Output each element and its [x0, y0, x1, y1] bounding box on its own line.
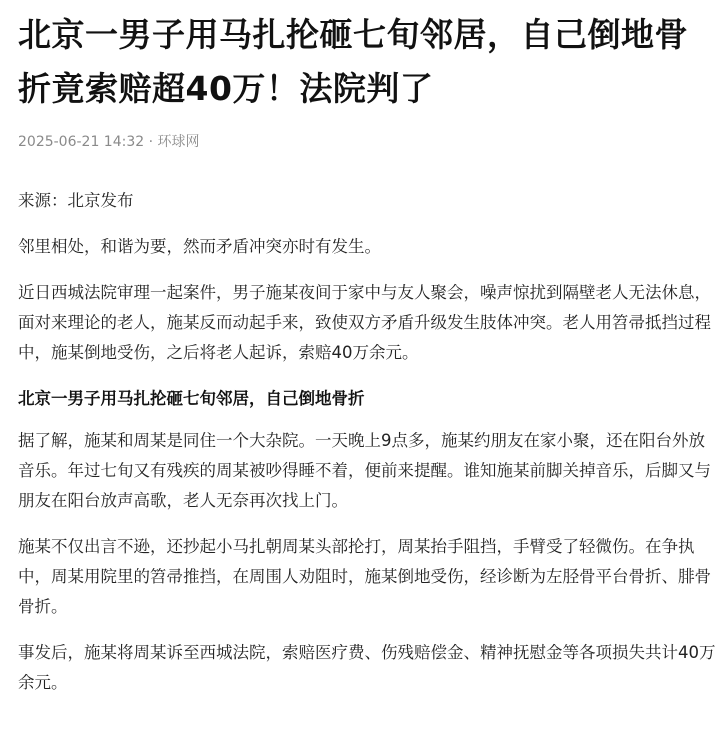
article-meta — [18, 132, 718, 152]
section-subheading: 北京一男子用马扎抡砸七旬邻居，自己倒地骨折 — [18, 389, 365, 408]
publisher-name: 环球网 — [157, 134, 200, 150]
publish-datetime: 2025-06-21 14:32 — [18, 134, 145, 150]
paragraph-conflict: 施某不仅出言不逊，还抄起小马扎朝周某头部抡打，周某抬手阻挡，手臂受了轻微伤。在争执中，周某用院里的笤帚推挡，在周围人劝阻时，施某倒地受伤，经诊断为左胫骨平台骨折、腓骨骨折。 — [18, 537, 711, 616]
source-line: 来源：北京发布 — [18, 191, 134, 210]
paragraph-background: 据了解，施某和周某是同住一个大杂院。一天晚上9点多，施某约朋友在家小聚，还在阳台外放音乐。年过七旬又有残疾的周某被吵得睡不着，便前来提醒。谁知施某前脚关掉音乐，后脚又与朋友在阳台放声高歌，老人无奈再次找上门。 — [18, 431, 711, 510]
article — [18, 0, 718, 714]
paragraph-summary: 近日西城法院审理一起案件，男子施某夜间于家中与友人聚会，噪声惊扰到隔壁老人无法休息，面对来理论的老人，施某反而动起手来，致使双方矛盾升级发生肢体冲突。老人用笤帚抵挡过程中，施某倒地受伤，之后将老人起诉，索赔40万余元。 — [18, 283, 711, 362]
article-body — [18, 186, 718, 698]
article-title: 北京一男子用马扎抡砸七旬邻居，自己倒地骨折竟索赔超40万！法院判了 — [18, 15, 688, 108]
paragraph-lawsuit: 事发后，施某将周某诉至西城法院，索赔医疗费、伤残赔偿金、精神抚慰金等各项损失共计40万余元。 — [18, 643, 716, 692]
meta-separator: · — [144, 134, 158, 150]
paragraph-intro: 邻里相处，和谐为要，然而矛盾冲突亦时有发生。 — [18, 237, 381, 256]
